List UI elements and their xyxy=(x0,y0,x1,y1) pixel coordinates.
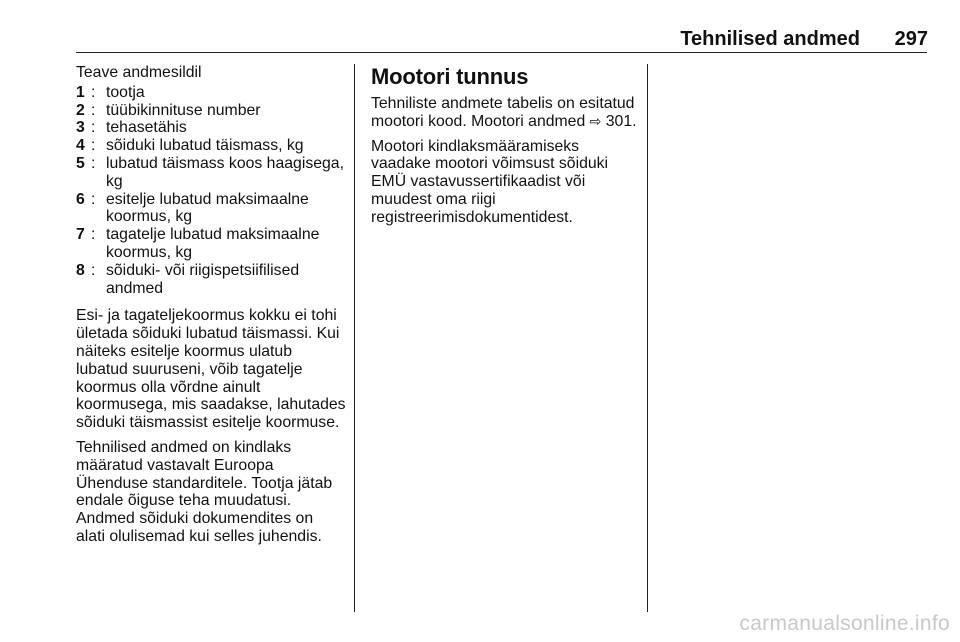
axle-load-paragraph: Esi- ja tagateljekoormus kokku ei tohi ületada sõiduki lubatud täismassi. Kui näiteks esitelje koormus ulatub lubatud suuruseni, võib tagatelje koormus olla võrdne ainult koormusega, mis saadakse, lahutades sõiduki täismassist esitelje koormuse. xyxy=(76,307,346,432)
engine-id-heading: Mootori tunnus xyxy=(371,64,529,89)
plate-item-number: 2 xyxy=(76,101,85,119)
plate-item-text: tehasetähis xyxy=(106,119,187,137)
page-reference-arrow-icon: ⇨ xyxy=(589,112,602,129)
plate-item-colon: : xyxy=(91,83,96,101)
engine-power-paragraph: Mootori kindlaksmääramiseks vaadake mootori võimsust sõiduki EMÜ vastavussertifikaadist või muudest oma riigi registreerimisdokumentidest. xyxy=(371,137,609,226)
plate-item-number: 8 xyxy=(76,261,85,279)
watermark: carmanualsonline.info xyxy=(739,612,950,635)
standards-paragraph: Tehnilised andmed on kindlaks määratud vastavalt Euroopa Ühenduse standarditele. Tootja jätab endale õiguse teha muudatusi. Andmed sõiduki dokumendites on alati olulisemad kui selles juhendis. xyxy=(76,438,333,545)
plate-item-number: 7 xyxy=(76,226,85,244)
plate-item-number: 5 xyxy=(76,154,85,172)
plate-item-number: 3 xyxy=(76,119,85,137)
plate-item-list xyxy=(76,84,346,298)
plate-info-section xyxy=(76,64,346,553)
plate-item xyxy=(76,119,346,137)
plate-item xyxy=(76,226,346,262)
plate-item xyxy=(76,155,346,191)
plate-item xyxy=(76,137,346,155)
plate-item xyxy=(76,262,346,298)
plate-item-colon: : xyxy=(91,190,96,208)
plate-item-colon: : xyxy=(91,226,96,244)
plate-item-colon: : xyxy=(91,261,96,279)
plate-item-text: tagatelje lubatud maksimaalne koormus, kg xyxy=(106,226,320,261)
plate-item xyxy=(76,191,346,227)
column-divider-right xyxy=(647,64,648,612)
plate-item-number: 1 xyxy=(76,83,85,101)
column-divider-left xyxy=(354,64,355,612)
plate-item-colon: : xyxy=(91,137,96,155)
plate-item-colon: : xyxy=(91,101,96,119)
plate-item-text: tootja xyxy=(106,83,145,101)
plate-item-text: esitelje lubatud maksimaalne koormus, kg xyxy=(106,190,309,226)
plate-item-number: 4 xyxy=(76,137,85,155)
header-rule xyxy=(76,52,927,53)
page-header-title: Tehnilised andmed xyxy=(680,28,860,50)
plate-item-text: lubatud täismass koos haagisega, kg xyxy=(106,154,344,190)
page-number: 297 xyxy=(894,28,928,50)
plate-item xyxy=(76,84,346,102)
engine-id-paragraph xyxy=(371,95,641,131)
engine-id-text: Tehniliste andmete tabelis on esitatud mootori kood. Mootori andmed xyxy=(371,95,635,130)
plate-item-text: sõiduki lubatud täismass, kg xyxy=(106,137,304,155)
plate-item-colon: : xyxy=(91,154,96,172)
plate-info-heading: Teave andmesildil xyxy=(76,64,202,81)
plate-item-number: 6 xyxy=(76,190,85,208)
plate-item-text: tüübikinnituse number xyxy=(106,101,261,119)
page-reference-link[interactable]: 301. xyxy=(605,112,637,130)
plate-item-text: sõiduki- või riigispetsiifilised andmed xyxy=(106,261,300,297)
plate-item xyxy=(76,102,346,120)
plate-item-colon: : xyxy=(91,119,96,137)
engine-id-section xyxy=(371,64,641,234)
